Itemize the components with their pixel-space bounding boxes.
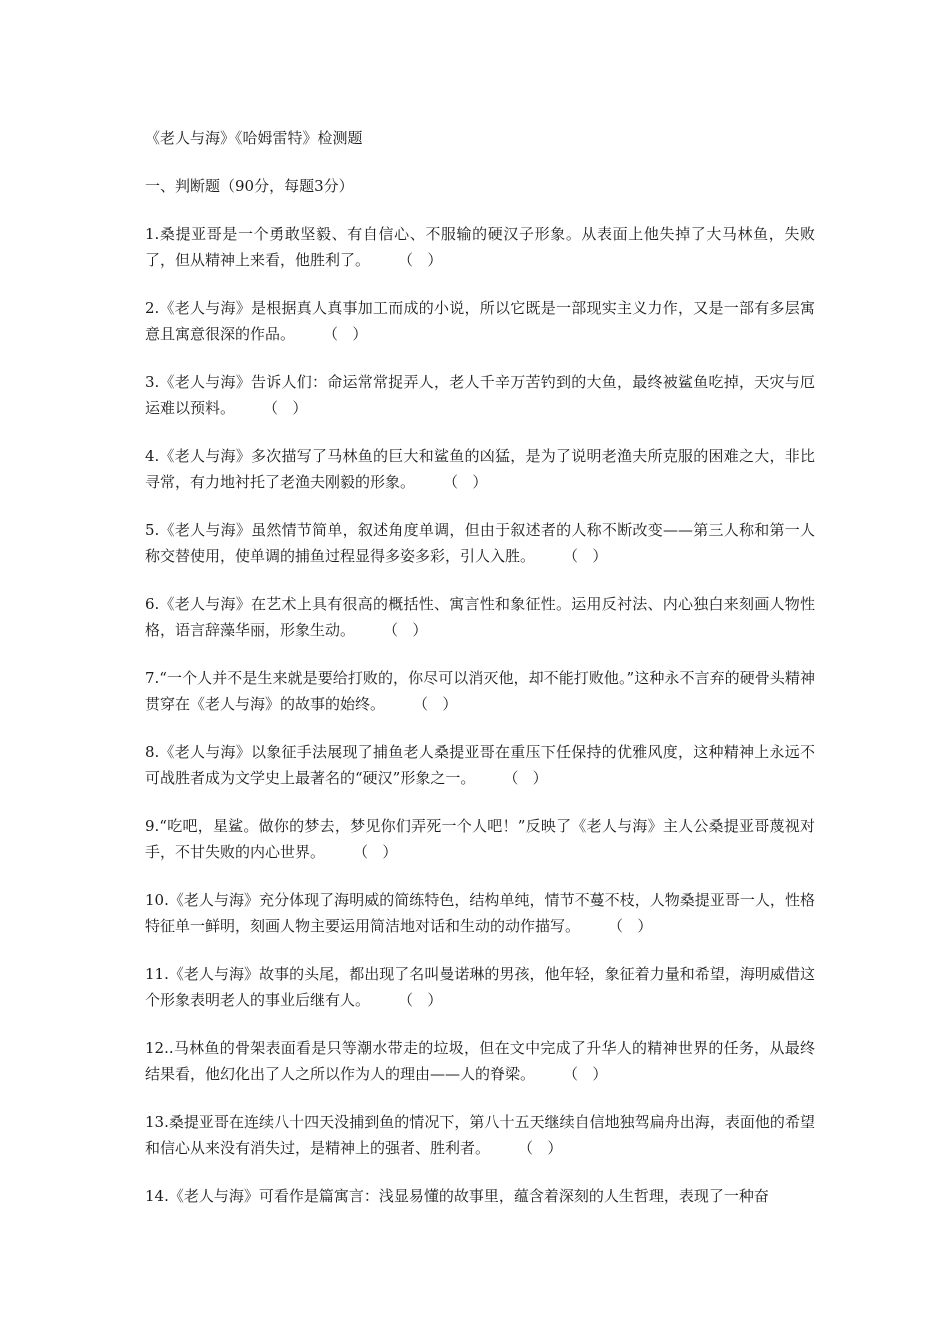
question-item: [145, 1035, 815, 1087]
question-item: [145, 591, 815, 643]
document-title: 《老人与海》《哈姆雷特》检测题: [145, 129, 363, 147]
question-item: [145, 887, 815, 939]
question-text: 6.《老人与海》在艺术上具有很高的概括性、寓言性和象征性。运用反衬法、内心独白来刻画人物性格，语言辞藻华丽，形象生动。: [145, 595, 815, 639]
answer-bracket: （ ）: [398, 991, 443, 1009]
question-text: 5.《老人与海》虽然情节简单，叙述角度单调，但由于叙述者的人称不断改变——第三人称和第一人称交替使用，使单调的捕鱼过程显得多姿多彩，引人入胜。: [145, 521, 815, 565]
question-text: 9.“吃吧，星鲨。做你的梦去，梦见你们弄死一个人吧！”反映了《老人与海》主人公桑提亚哥蔑视对手，不甘失败的内心世界。: [145, 817, 815, 861]
question-item: [145, 739, 815, 791]
question-text: 4.《老人与海》多次描写了马林鱼的巨大和鲨鱼的凶猛，是为了说明老渔夫所克服的困难之大，非比寻常，有力地衬托了老渔夫刚毅的形象。: [145, 447, 815, 491]
answer-bracket: （ ）: [398, 251, 443, 269]
question-item: [145, 665, 815, 717]
question-item: [145, 813, 815, 865]
question-item: [145, 369, 815, 421]
question-text: 3.《老人与海》告诉人们：命运常常捉弄人，老人千辛万苦钓到的大鱼，最终被鲨鱼吃掉，天灾与厄运难以预料。: [145, 373, 815, 417]
document-body: [145, 125, 815, 1231]
section-heading: 一、判断题（90分，每题3分）: [145, 177, 354, 195]
question-text: 11.《老人与海》故事的头尾，都出现了名叫曼诺琳的男孩，他年轻，象征着力量和希望，海明威借这个形象表明老人的事业后继有人。: [145, 965, 815, 1009]
question-item: [145, 1183, 815, 1209]
question-text: 8.《老人与海》以象征手法展现了捕鱼老人桑提亚哥在重压下任保持的优雅风度，这种精神上永远不可战胜者成为文学史上最著名的“硬汉”形象之一。: [145, 743, 815, 787]
answer-bracket: （ ）: [608, 917, 653, 935]
answer-bracket: （ ）: [563, 547, 608, 565]
answer-bracket: （ ）: [518, 1139, 563, 1157]
answer-bracket: （ ）: [413, 695, 458, 713]
question-text: 7.“一个人并不是生来就是要给打败的，你尽可以消灭他，却不能打败他。”这种永不言弃的硬骨头精神贯穿在《老人与海》的故事的始终。: [145, 669, 815, 713]
answer-bracket: （ ）: [383, 621, 428, 639]
answer-bracket: （ ）: [323, 325, 368, 343]
answer-bracket: （ ）: [503, 769, 548, 787]
answer-bracket: （ ）: [563, 1065, 608, 1083]
question-list: [145, 221, 815, 1209]
answer-bracket: （ ）: [443, 473, 488, 491]
answer-bracket: （ ）: [353, 843, 398, 861]
answer-bracket: （ ）: [263, 399, 308, 417]
question-text: 2.《老人与海》是根据真人真事加工而成的小说，所以它既是一部现实主义力作，又是一部有多层寓意且寓意很深的作品。: [145, 299, 815, 343]
question-item: [145, 961, 815, 1013]
question-item: [145, 1109, 815, 1161]
question-text: 13.桑提亚哥在连续八十四天没捕到鱼的情况下，第八十五天继续自信地独驾扁舟出海，表面他的希望和信心从来没有消失过，是精神上的强者、胜利者。: [145, 1113, 815, 1157]
question-item: [145, 443, 815, 495]
question-item: [145, 221, 815, 273]
question-item: [145, 295, 815, 347]
question-item: [145, 517, 815, 569]
question-text: 10.《老人与海》充分体现了海明威的简练特色，结构单纯，情节不蔓不枝，人物桑提亚哥一人，性格特征单一鲜明，刻画人物主要运用简洁地对话和生动的动作描写。: [145, 891, 815, 935]
question-text: 1.桑提亚哥是一个勇敢坚毅、有自信心、不服输的硬汉子形象。从表面上他失掉了大马林鱼，失败了，但从精神上来看，他胜利了。: [145, 225, 815, 269]
question-text: 14.《老人与海》可看作是篇寓言：浅显易懂的故事里，蕴含着深刻的人生哲理，表现了一种奋: [145, 1187, 769, 1205]
question-text: 12..马林鱼的骨架表面看是只等潮水带走的垃圾，但在文中完成了升华人的精神世界的任务，从最终结果看，他幻化出了人之所以作为人的理由——人的脊梁。: [145, 1039, 815, 1083]
